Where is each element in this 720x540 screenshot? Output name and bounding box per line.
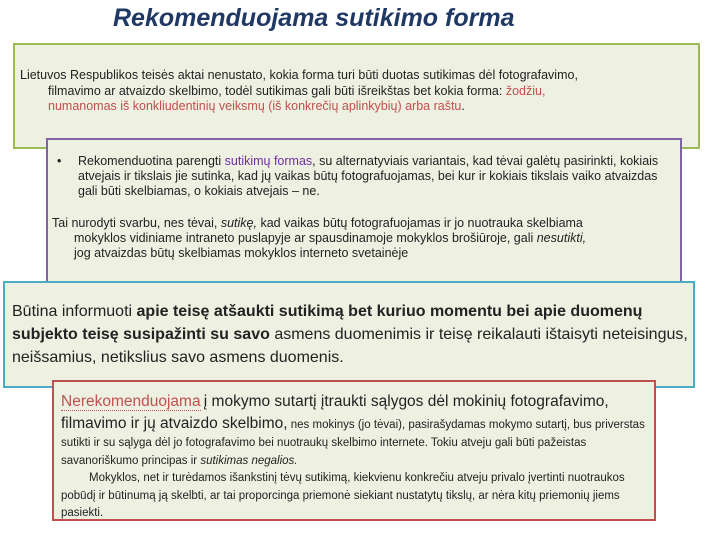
intro-text	[20, 68, 690, 115]
not-recommended-small2: Mokyklos, net ir turėdamos išankstinį tėvų sutikimą, kiekvienu konkrečiu atveju privalo įvertinti nuotraukos pobūdį ir būtinumą ją skelbti, ar tai proporcinga priemonė siekiant nustatytų tikslų, ar nėra kitų priemonių jiems pasiekti.	[61, 472, 625, 519]
importance-line1: Tai nurodyti svarbu, nes tėvai,	[52, 216, 218, 230]
inform-text	[12, 300, 690, 369]
importance-line2: mokyklos vidiniame intraneto puslapyje ar spausdinamoje mokyklos brošiūroje, gali	[74, 231, 534, 245]
recommend-highlight: sutikimų formas	[224, 154, 313, 168]
not-recommended-text	[61, 391, 651, 523]
not-recommended-italic: sutikimas negalios.	[200, 454, 298, 467]
not-recommended-lead: į mokymo sutartį įtraukti sąlygos dėl mokinių fotografavimo, filmavimo ir jų atvaizdo skelbimo,	[61, 393, 609, 432]
intro-line1: Lietuvos Respublikos teisės aktai nenustato, kokia forma turi būti duotas sutikimas dėl fotografavimo,	[20, 68, 578, 82]
recommend-lead: Rekomenduotina parengti	[78, 154, 222, 168]
not-recommended-small1: nes mokinys (jo tėvai), pasirašydamas mokymo sutartį, bus priverstas sutikti ir su sąlyga dėl jo fotografavimo bei nuotraukų skelbimo internete. Tokiu atveju gali būti pažeistas savanoriškumo principas ir	[61, 419, 645, 467]
page-title: Rekomenduojama sutikimo forma	[113, 4, 515, 32]
intro-line2: filmavimo ar atvaizdo skelbimo, todėl sutikimas gali būti išreikštas bet kokia forma:	[48, 83, 503, 98]
intro-line3-end: .	[461, 99, 465, 113]
inform-part1: Būtina informuoti	[12, 303, 133, 320]
bullet-icon: •	[57, 154, 62, 168]
recommend-text	[57, 154, 677, 199]
inform-part3: asmens duomenimis ir teisę reikalauti ištaisyti neteisingus, neišsamius, netikslius savo asmens duomenis.	[12, 326, 688, 366]
importance-agree: sutikę,	[220, 216, 257, 230]
intro-highlight-verbal: žodžiu,	[505, 83, 546, 98]
importance-line3: jog atvaizdas būtų skelbiamas mokyklos interneto svetainėje	[74, 246, 409, 260]
intro-highlight-forms: numanomas iš konkliudentinių veiksmų (iš konkrečių aplinkybių) arba raštu	[48, 99, 462, 113]
importance-line1-rest: kad vaikas būtų fotografuojamas ir jo nuotrauka skelbiama	[260, 216, 583, 230]
not-recommended-highlight: Nerekomenduojama	[61, 393, 201, 410]
recommend-rest: , su alternatyviais variantais, kad tėvai galėtų pasirinkti, kokiais atvejais ir tikslais jie sutinka, kad jų vaikas būtų fotografuojamas, bei kur ir kokiais tikslais vaiko atvaizdas gali būti skelbiamas, o kokiais atvejais – ne.	[78, 154, 659, 198]
importance-text	[52, 216, 678, 261]
importance-disagree: nesutikti,	[536, 231, 587, 245]
inform-part2: apie teisę atšaukti sutikimą bet kuriuo momentu bei apie duomenų subjekto teisę susipažinti su savo	[12, 303, 643, 343]
